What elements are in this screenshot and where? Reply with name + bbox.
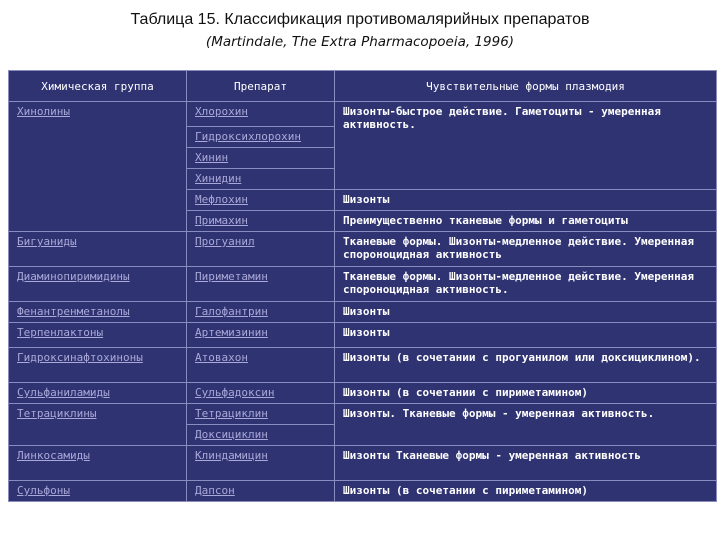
drug-cell[interactable]: Доксициклин <box>187 425 335 446</box>
drug-cell[interactable]: Сульфадоксин <box>187 383 335 404</box>
drug-cell[interactable]: Мефлохин <box>187 190 335 211</box>
group-cell[interactable]: Диаминопиримидины <box>9 267 187 302</box>
table-row <box>9 446 717 481</box>
drug-cell[interactable]: Хинидин <box>187 169 335 190</box>
drug-cell[interactable]: Прогуанил <box>187 232 335 267</box>
drug-cell[interactable]: Примахин <box>187 211 335 232</box>
effect-cell: Шизонты <box>335 323 717 348</box>
drug-cell[interactable]: Пириметамин <box>187 267 335 302</box>
drug-cell[interactable]: Гидроксихлорохин <box>187 127 335 148</box>
effect-cell: Тканевые формы. Шизонты-медленное действие. Умеренная спороноцидная активность. <box>335 267 717 302</box>
table-row <box>9 348 717 383</box>
table-row <box>9 481 717 502</box>
group-cell[interactable]: Гидроксинафтохиноны <box>9 348 187 383</box>
table-row <box>9 102 717 127</box>
effect-cell: Шизонты (в сочетании с пириметамином) <box>335 383 717 404</box>
column-header-effect: Чувствительные формы плазмодия <box>335 71 717 102</box>
group-cell[interactable]: Бигуаниды <box>9 232 187 267</box>
page-title: Таблица 15. Классификация противомалярийных препаратов <box>130 11 590 28</box>
group-cell[interactable]: Хинолины <box>9 102 187 232</box>
table-row <box>9 232 717 267</box>
drug-cell[interactable]: Хинин <box>187 148 335 169</box>
group-cell[interactable]: Фенантренметанолы <box>9 302 187 323</box>
table-row <box>9 383 717 404</box>
effect-cell: Шизонты Тканевые формы - умеренная активность <box>335 446 717 481</box>
drug-cell[interactable]: Клиндамицин <box>187 446 335 481</box>
effect-cell: Шизонты. Тканевые формы - умеренная активность. <box>335 404 717 446</box>
classification-table <box>8 70 717 502</box>
table-row <box>9 302 717 323</box>
drug-cell[interactable]: Галофантрин <box>187 302 335 323</box>
table-row <box>9 404 717 425</box>
effect-cell: Тканевые формы. Шизонты-медленное действие. Умеренная спороноцидная активность <box>335 232 717 267</box>
effect-cell: Шизонты (в сочетании с пириметамином) <box>335 481 717 502</box>
table-row <box>9 267 717 302</box>
effect-cell: Шизонты <box>335 190 717 211</box>
effect-cell: Шизонты <box>335 302 717 323</box>
drug-cell[interactable]: Хлорохин <box>187 102 335 127</box>
drug-cell[interactable]: Атовахон <box>187 348 335 383</box>
table-header-row <box>9 71 717 102</box>
group-cell[interactable]: Линкосамиды <box>9 446 187 481</box>
drug-cell[interactable]: Дапсон <box>187 481 335 502</box>
group-cell[interactable]: Тетрациклины <box>9 404 187 446</box>
page-subtitle: (Martindale, The Extra Pharmacopoeia, 1996) <box>205 34 515 50</box>
drug-cell[interactable]: Тетрациклин <box>187 404 335 425</box>
group-cell[interactable]: Сульфаниламиды <box>9 383 187 404</box>
column-header-group: Химическая группа <box>9 71 187 102</box>
table-row <box>9 323 717 348</box>
effect-cell: Преимущественно тканевые формы и гаметоциты <box>335 211 717 232</box>
group-cell[interactable]: Сульфоны <box>9 481 187 502</box>
effect-cell: Шизонты-быстрое действие. Гаметоциты - умеренная активность. <box>335 102 717 190</box>
drug-cell[interactable]: Артемизинин <box>187 323 335 348</box>
group-cell[interactable]: Терпенлактоны <box>9 323 187 348</box>
column-header-drug: Препарат <box>187 71 335 102</box>
effect-cell: Шизонты (в сочетании с прогуанилом или доксициклином). <box>335 348 717 383</box>
